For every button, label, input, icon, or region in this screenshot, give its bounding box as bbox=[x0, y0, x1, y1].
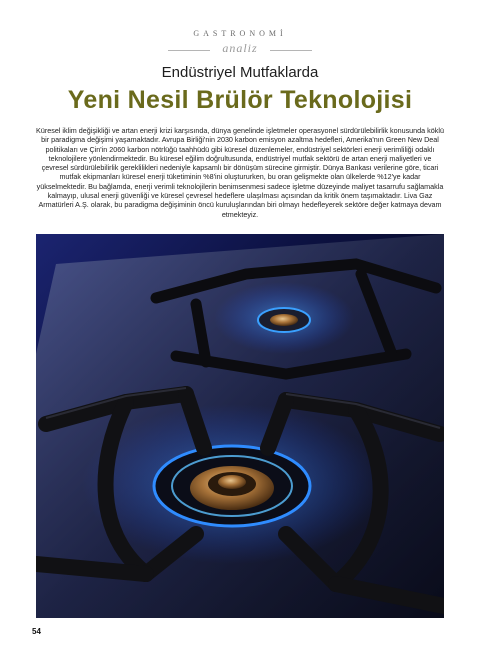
page-number: 54 bbox=[32, 627, 41, 636]
divider-right bbox=[270, 50, 312, 51]
burner-illustration bbox=[36, 234, 444, 618]
section-label: GASTRONOMİ bbox=[193, 29, 287, 38]
subsection-label: analiz bbox=[222, 41, 258, 55]
article-kicker: Endüstriyel Mutfaklarda bbox=[161, 64, 319, 81]
gas-burner-photo bbox=[36, 234, 444, 618]
article-title: Yeni Nesil Brülör Teknolojisi bbox=[67, 86, 413, 114]
article-body: Küresel iklim değişikliği ve artan enerji krizi karşısında, dünya genelinde işletmeler operasyonel sürdürülebilirlik konusunda köklü bir paradigma değişimi yaşamaktadır. Avrupa Birliği'nin 2030 karbon emisyon azaltma hedefleri, Amerika'nın Green New Deal politikaları ve Çin'in 2060 karbon nötrlüğü taahhüdü gibi küresel düzenlemeler, endüstriyel sektörleri enerji verimliliği odaklı teknolojilere yönlendirmektedir. Bu küresel eğilim doğrultusunda, endüstriyel mutfak sektörü de artan enerji maliyetleri ve çevresel sürdürülebilirlik gereklilikleri nedeniyle kapsamlı bir dönüşüm sürecine girmiştir. Dünya Bankası verilerine göre, ticari mutfak ekipmanları küresel enerji tüketiminin %8'ini oluştururken, bu oran gelişmekte olan ülkelerde %12'ye kadar yükselmektedir. Bu bağlamda, enerji verimli teknolojilerin benimsenmesi sadece işletme düzeyinde maliyet tasarrufu sağlamakla kalmayıp, ulusal enerji güvenliği ve küresel çevresel hedeflere ulaşılması açısından da kritik önem taşımaktadır. Liva Gaz Armatürleri A.Ş. olarak, bu paradigma değişiminin öncü kuruluşlarından biri olmayı hedefleyerek sektöre değer katmaya devam etmekteyiz. bbox=[36, 126, 444, 219]
